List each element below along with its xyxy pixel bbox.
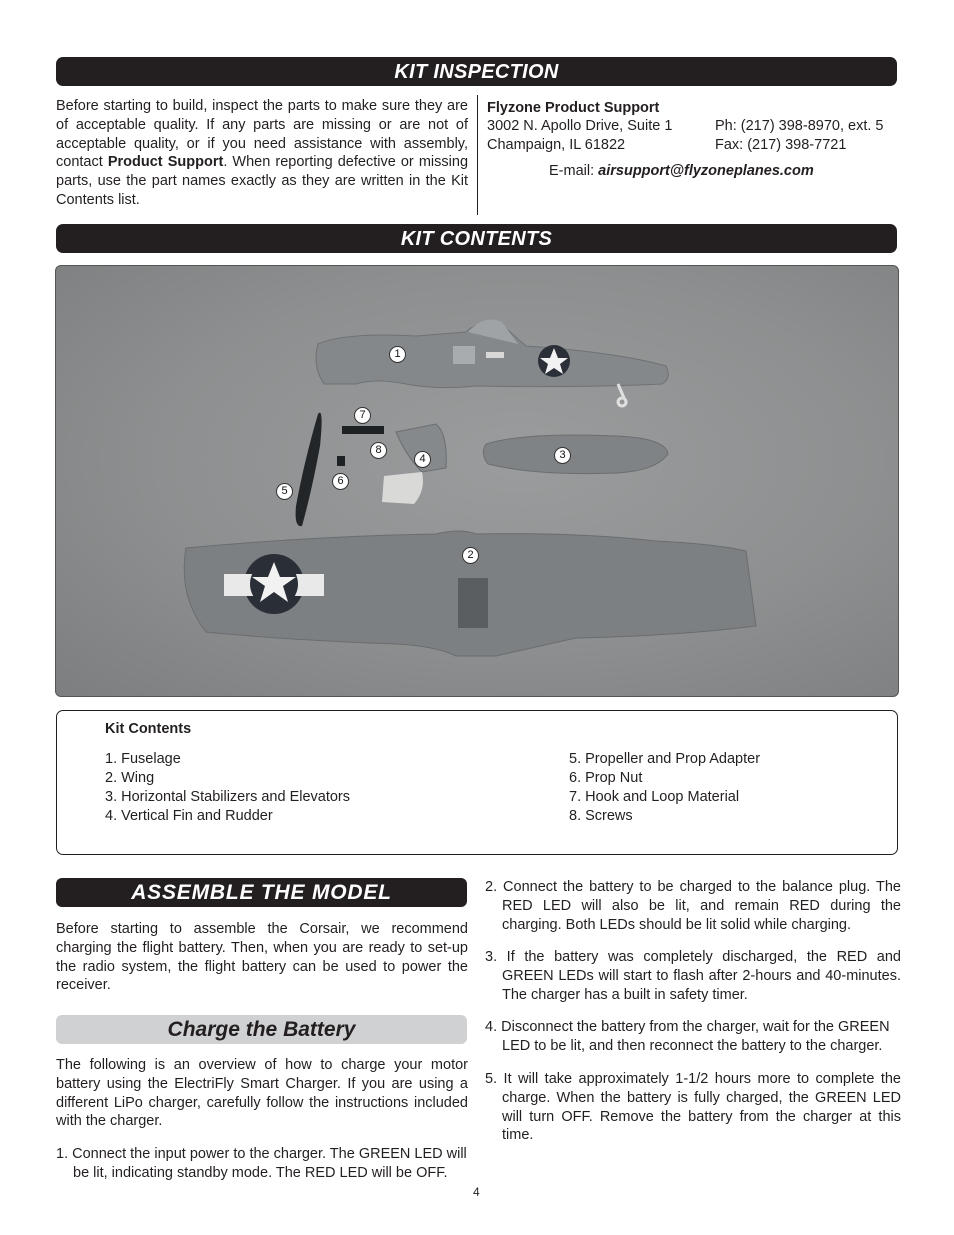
charge-step-5 (485, 1070, 901, 1145)
hook-loop-shape (342, 426, 384, 434)
callout-6: 6 (332, 473, 349, 490)
assemble-intro: Before starting to assemble the Corsair, we recommend charging the flight battery. Then, when you are ready to set-up the radio system, the flight battery can be used to power the receiver. (56, 921, 468, 994)
support-fax: Fax: (217) 398-7721 (715, 137, 847, 153)
charge-step-4 (485, 1018, 901, 1056)
stabilizer-shape (483, 435, 668, 474)
list-item: 1. Fuselage (105, 751, 181, 767)
charge-step-1 (56, 1145, 472, 1183)
email-link[interactable]: airsupport@flyzoneplanes.com (598, 163, 814, 179)
callout-2: 2 (462, 547, 479, 564)
list-item: 7. Hook and Loop Material (569, 789, 740, 805)
support-address-line2: Champaign, IL 61822 (487, 137, 626, 153)
callout-3: 3 (554, 447, 571, 464)
support-address-line1: 3002 N. Apollo Drive, Suite 1 (487, 118, 673, 134)
kit-inspection-intro (56, 97, 468, 210)
assemble-heading: ASSEMBLE THE MODEL (56, 878, 467, 907)
support-title: Flyzone Product Support (487, 100, 660, 116)
email-label: E-mail: (549, 163, 599, 179)
step-text: 5. It will take approximately 1-1/2 hours more to complete the charge. When the battery is fully charged, the GREEN LED will turn OFF. Remove the battery from the charger at this time. (485, 1071, 901, 1144)
page-number: 4 (473, 1185, 480, 1199)
list-item: 5. Propeller and Prop Adapter (569, 751, 761, 767)
propeller-shape (296, 413, 322, 526)
callout-8: 8 (370, 442, 387, 459)
kit-contents-photo (55, 265, 899, 697)
callout-4: 4 (414, 451, 431, 468)
list-item: 4. Vertical Fin and Rudder (105, 808, 273, 824)
fuselage-shape (316, 320, 668, 406)
list-item: 8. Screws (569, 808, 633, 824)
charge-battery-heading: Charge the Battery (56, 1015, 467, 1044)
step-text: 4. Disconnect the battery from the charger, wait for the GREEN LED to be lit, and then reconnect the battery to the charger. (485, 1019, 890, 1054)
kit-contents-heading: KIT CONTENTS (56, 224, 897, 253)
support-email-line (549, 162, 814, 181)
charge-step-2 (485, 878, 901, 934)
list-item: 3. Horizontal Stabilizers and Elevators (105, 789, 351, 805)
parts-illustration (56, 266, 898, 696)
callout-5: 5 (276, 483, 293, 500)
prop-nut-shape (337, 456, 345, 466)
kit-contents-box (56, 710, 898, 855)
charge-intro: The following is an overview of how to charge your motor battery using the ElectriFly Smart Charger. If you are using a different LiPo charger, carefully follow the instructions included with the charger. (56, 1057, 468, 1130)
callout-7: 7 (354, 407, 371, 424)
column-divider (477, 95, 478, 215)
list-item: 6. Prop Nut (569, 770, 643, 786)
intro-text-end: . When reporting defective or missing parts, use the part names exactly as they are written in the Kit Contents list. (56, 154, 469, 208)
step-text: 3. If the battery was completely discharged, the RED and GREEN LEDs will start to flash after 2-hours and 40-minutes. The charger has a built in safety timer. (485, 949, 901, 1003)
kit-contents-box-title: Kit Contents (105, 721, 192, 737)
kit-inspection-heading: KIT INSPECTION (56, 57, 897, 86)
callout-1: 1 (389, 346, 406, 363)
list-item: 2. Wing (105, 770, 155, 786)
step-text: 2. Connect the battery to be charged to the balance plug. The RED LED will also be lit, and remain RED during the charging. Both LEDs should be lit solid while charging. (485, 879, 901, 933)
intro-text-start: Before starting to build, inspect the parts to make sure they are of acceptable quality. If any parts are missing or are not of acceptable quality, or if you need assistance with assembly, contact (56, 98, 468, 171)
charge-step-3 (485, 948, 901, 1004)
step-text: 1. Connect the input power to the charger. The GREEN LED will be lit, indicating standby mode. The RED LED will be OFF. (56, 1146, 467, 1181)
fin-shape (382, 424, 446, 504)
kit-contents-right-list (569, 750, 760, 826)
support-phone: Ph: (217) 398-8970, ext. 5 (715, 118, 884, 134)
product-support-bold: Product Support (107, 154, 224, 171)
kit-contents-left-list (105, 750, 350, 826)
